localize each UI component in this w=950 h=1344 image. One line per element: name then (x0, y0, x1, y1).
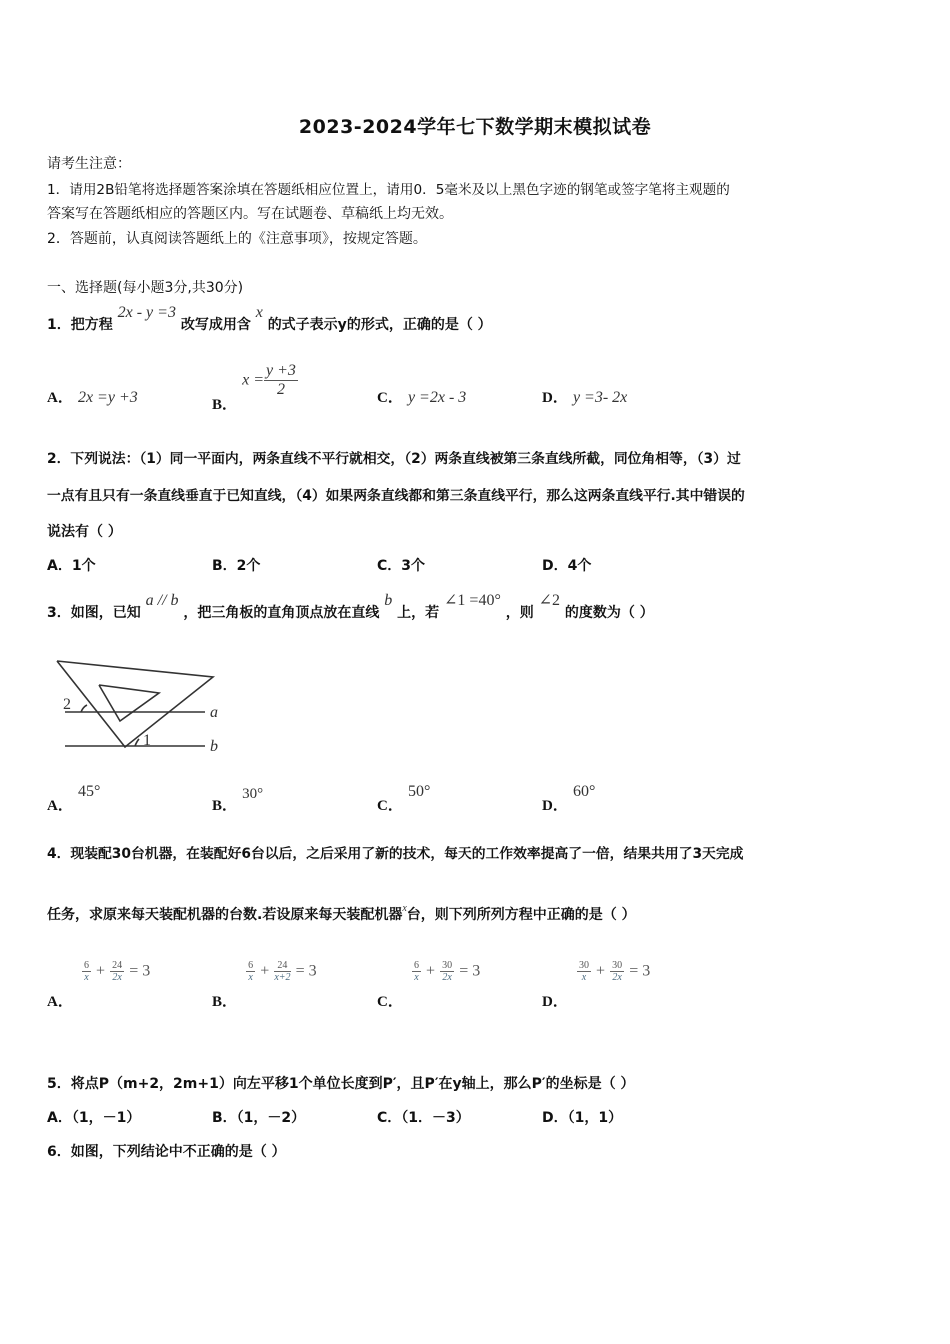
notice-heading: 请考生注意： (47, 156, 131, 172)
q1-mid: 改写成用含 (180, 317, 251, 333)
q2-option-c[interactable]: C．3个 (377, 558, 426, 574)
q4-option-c[interactable]: C． $\frac{6}{x}$ + $\frac{30}{2x}$ = 3 (377, 960, 481, 1010)
q4-option-b[interactable]: B． $\frac{6}{x}$ + $\frac{24}{x+2}$ = 3 (212, 960, 317, 1010)
q1-var: x (255, 304, 263, 321)
q3-angle1: ∠1 =40° (444, 592, 501, 609)
q2-line-3: 说法有（ ） (47, 524, 122, 540)
q3-parallel-condition: a // b (145, 592, 179, 609)
q5-option-b[interactable]: B．（1，－2） (212, 1110, 306, 1126)
q2-option-a[interactable]: A．1个 (47, 558, 96, 574)
q3-option-a[interactable]: A． 45° (47, 783, 101, 814)
question-1 (47, 304, 492, 334)
notice-line-2: 2．答题前，认真阅读答题纸上的《注意事项》，按规定答题。 (47, 231, 427, 247)
q1-suffix: 的式子表示y的形式，正确的是（ ） (267, 317, 492, 333)
q3-angle2: ∠2 (538, 592, 560, 609)
q5-option-c[interactable]: C．（1．－3） (377, 1110, 470, 1126)
q3-option-c[interactable]: C． 50° (377, 783, 431, 814)
figure-label-b: b (210, 738, 218, 755)
q2-option-b[interactable]: B．2个 (212, 558, 261, 574)
q4-line-1: 4．现装配30台机器，在装配好6台以后，之后采用了新的技术，每天的工作效率提高了一倍，结果共用了3天完成 (47, 846, 744, 862)
page-title: 2023-2024学年七下数学期末模拟试卷 (298, 116, 652, 138)
q5-option-d[interactable]: D．（1，1） (542, 1110, 623, 1126)
q1-option-c[interactable]: C． y =2x - 3 (377, 389, 467, 406)
q6-text: 6．如图，下列结论中不正确的是（ ） (47, 1144, 286, 1160)
figure-label-1: 1 (143, 732, 151, 749)
q2-line-2: 一点有且只有一条直线垂直于已知直线，（4）如果两条直线都和第三条直线平行，那么这两条直线平行.其中错误的 (47, 488, 745, 504)
figure-label-2: 2 (63, 696, 71, 713)
q4-option-a[interactable]: A． $\frac{6}{x}$ + $\frac{24}{2x}$ = 3 (47, 960, 151, 1010)
q4-option-d[interactable]: D． $\frac{30}{x}$ + $\frac{30}{2x}$ = 3 (542, 960, 651, 1010)
q1-prefix: 1．把方程 (47, 317, 113, 333)
q1-option-a[interactable]: A． 2x =y +3 (47, 389, 138, 406)
q1-option-d[interactable]: D． y =3- 2x (542, 389, 628, 406)
section-heading: 一、选择题(每小题3分,共30分) (47, 280, 244, 296)
q5-option-a[interactable]: A．（1，－1） (47, 1110, 141, 1126)
q2-line-1: 2．下列说法：（1）同一平面内，两条直线不平行就相交，（2）两条直线被第三条直线所截，同位角相等，（3）过 (47, 451, 741, 467)
triangle-parallel-lines-figure (55, 655, 230, 755)
q4-line-2: 任务，求原来每天装配机器的台数.若设原来每天装配机器$^x$台，则下列所列方程中正确的是（ ） (47, 903, 636, 923)
q3-option-b[interactable]: B． 30° (212, 786, 264, 814)
q1-option-b[interactable]: B． x = $\frac{y +3}{2}$ (212, 362, 296, 413)
notice-line-1b: 答案写在答题纸相应的答题区内。写在试题卷、草稿纸上均无效。 (47, 206, 453, 222)
q5-text: 5．将点P（m+2，2m+1）向左平移1个单位长度到P′，且P′在y轴上，那么P′的坐标是（ ） (47, 1076, 635, 1092)
question-3: 3．如图，已知 a // b ，把三角板的直角顶点放在直线 b 上，若 ∠1 =40° ，则 ∠2 的度数为（ ） (47, 592, 654, 621)
figure-label-a: a (210, 704, 218, 721)
q2-option-d[interactable]: D．4个 (542, 558, 592, 574)
q3-option-d[interactable]: D． 60° (542, 783, 596, 814)
q1-equation: 2x - y =3 (117, 304, 176, 321)
notice-line-1: 1．请用2B铅笔将选择题答案涂填在答题纸相应位置上，请用0．5毫米及以上黑色字迹的钢笔或签字笔将主观题的 (47, 182, 730, 198)
